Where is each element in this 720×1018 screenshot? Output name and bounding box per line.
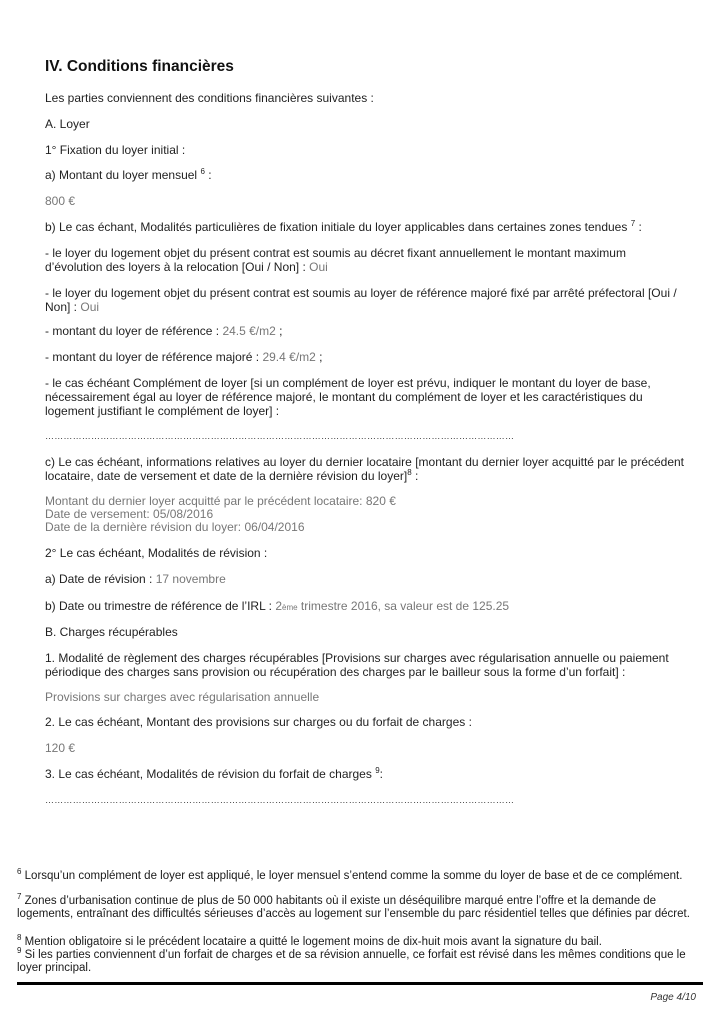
last-revision-date-value: Date de la dernière révision du loyer: 06/04/2016	[45, 520, 305, 534]
ref-rent-amount: - montant du loyer de référence : 24.5 €/m2 ;	[45, 324, 283, 338]
payment-date-value: Date de versement: 05/08/2016	[45, 507, 214, 521]
loyer-fixation-heading: 1° Fixation du loyer initial :	[45, 143, 186, 157]
monthly-rent-value: 800 €	[45, 194, 76, 208]
charges-amount-value: 120 €	[45, 741, 76, 755]
charges-settlement-value: Provisions sur charges avec régularisation annuelle	[45, 690, 320, 704]
page-number: Page 4/10	[650, 992, 696, 1003]
section-title: IV. Conditions financières	[45, 58, 234, 75]
footnote-9: $^9$ Si les parties conviennent d’un forfait de charges et de sa révision annuelle, ce forfait est révisé dans les mêmes conditions que le loyer principal.	[17, 946, 686, 974]
decree-question: - le loyer du logement objet du présent contrat est soumis au décret fixant annuellement le montant maximum d’évolution des loyers à la relocation [Oui / Non] : Oui	[45, 246, 626, 274]
complement-text: - le cas échéant Complément de loyer [si un complément de loyer est prévu, indiquer le montant du loyer de base, nécessairement égal au loyer de référence majoré, le montant du complément de loyer et les caractéristiques du logement justifiant le complément de loyer] :	[45, 376, 651, 418]
complement-blank-line: ………………………………………………………………………………………………………………………………………	[45, 431, 515, 441]
revision-date: a) Date de révision : 17 novembre	[45, 572, 226, 586]
charges-settlement-label: 1. Modalité de règlement des charges récupérables [Provisions sur charges avec régularisation annuelle ou paiement périodique des charges sans provision ou récupération des charges par le bailleur sous la forme d’un forfait] :	[45, 651, 669, 679]
footnote-8: $^8$ Mention obligatoire si le précédent locataire a quitté le logement moins de dix-huit mois avant la signature du bail.	[17, 933, 602, 948]
revision-heading: 2° Le cas échéant, Modalités de révision :	[45, 546, 268, 560]
decree-answer: Oui	[309, 260, 328, 274]
ref-rent-question: - le loyer du logement objet du présent contrat est soumis au loyer de référence majoré fixé par arrêté préfectoral [Oui / Non] : Oui	[45, 286, 677, 314]
previous-rent-value: Montant du dernier loyer acquitté par le précédent locataire: 820 €	[45, 494, 396, 508]
footnote-7: $^7$ Zones d’urbanisation continue de plus de 50 000 habitants où il existe un déséquilibre marqué entre l’offre et la demande de logements, entraînant des difficultés sérieuses d’accès au logement sur l’ensemble du parc résidentiel telles que définies par décret.	[17, 892, 690, 920]
charges-heading: B. Charges récupérables	[45, 625, 178, 639]
charges-amount-label: 2. Le cas échéant, Montant des provisions sur charges ou du forfait de charges :	[45, 715, 472, 729]
ref-rent-answer: Oui	[80, 300, 100, 314]
charges-revision-label: 3. Le cas échéant, Modalités de révision du forfait de charges $^9$:	[45, 766, 383, 781]
ref-rent-major-amount: - montant du loyer de référence majoré : 29.4 €/m2 ;	[45, 350, 323, 364]
monthly-rent-label: a) Montant du loyer mensuel $^6$ :	[45, 167, 212, 182]
intro-text: Les parties conviennent des conditions financières suivantes :	[45, 91, 374, 105]
loyer-heading: A. Loyer	[45, 117, 90, 131]
footer-rule	[17, 982, 703, 985]
zones-tendues-label: b) Le cas échant, Modalités particulières de fixation initiale du loyer applicables dans certaines zones tendues $^7$ :	[45, 219, 642, 234]
previous-tenant-label: c) Le cas échéant, informations relatives au loyer du dernier locataire [montant du dernier loyer acquitté par le précédent locataire, date de versement et date de la dernière révision du loyer]$^8$ :	[45, 455, 685, 483]
footnote-6: $^6$ Lorsqu’un complément de loyer est appliqué, le loyer mensuel s’entend comme la somme du loyer de base et de ce complément.	[17, 867, 683, 882]
charges-revision-blank-line: ………………………………………………………………………………………………………………………………………	[45, 795, 515, 805]
irl-reference: b) Date ou trimestre de référence de l’IRL : 2ème trimestre 2016, sa valeur est de 125.25	[45, 599, 510, 613]
